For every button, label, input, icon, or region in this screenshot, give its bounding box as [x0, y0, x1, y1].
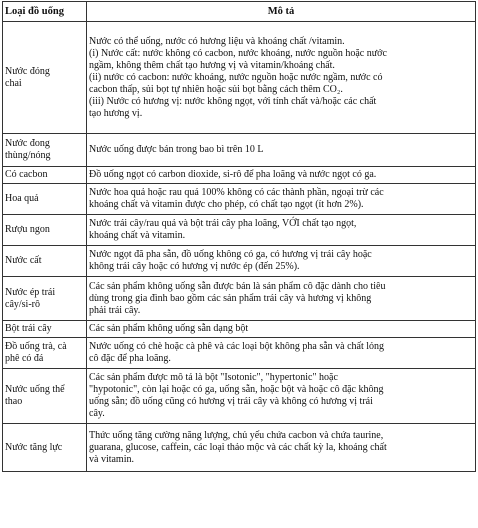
cell-line: uống sẵn; đồ uống cũng có hương vị trái cây và không có hương vị trái	[89, 396, 373, 407]
cell-line: cô đặc để pha loãng.	[89, 353, 171, 364]
beverage-description	[87, 22, 476, 134]
cell-line: (iii) Nước có hương vị: nước không ngọt, với tính chất và/hoặc các chất	[89, 95, 377, 107]
cell-line: cây.	[89, 408, 105, 419]
beverage-name	[3, 215, 87, 246]
cell-line: không trái cây hoặc có hương vị nước ép (đến 25%).	[89, 261, 300, 272]
cell-line: Đồ uống trà, cà	[5, 341, 67, 352]
cell-line: dùng trong gia đình bao gồm các sản phẩm trái cây và hương vị không	[89, 292, 372, 304]
header-description: Mô tả	[87, 2, 476, 22]
cell-line: phê có đá	[5, 353, 44, 364]
cell-line: Nước ép trái	[5, 286, 56, 298]
cell-line: Các sản phẩm không uống sẵn dạng bột	[89, 323, 249, 334]
document	[0, 1, 478, 528]
table-row	[3, 22, 476, 134]
cell-line: phải trái cây.	[89, 304, 141, 316]
table-row	[3, 369, 476, 424]
beverage-description	[87, 277, 476, 321]
cell-line: tạo hương vị.	[89, 107, 143, 119]
beverage-name	[3, 246, 87, 277]
table-row	[3, 246, 476, 277]
cell-line: Nước đóng	[5, 65, 50, 77]
table-header-row	[3, 2, 476, 22]
table-row	[3, 424, 476, 472]
cell-line: Nước trái cây/rau quả và bột trái cây pha loãng, VỚI chất tạo ngọt,	[89, 218, 357, 229]
cell-line: guarana, glucose, caffein, các loại thảo mộc và các chất kỳ la, khoáng chất	[89, 441, 387, 453]
cell-line: Nước uống thể	[5, 384, 65, 395]
cell-line: (ii) nước có cacbon: nước khoáng, nước nguồn hoặc nước ngầm, nước có	[89, 71, 383, 83]
table-row	[3, 167, 476, 184]
cell-line: Bột trái cây	[5, 323, 52, 334]
beverage-name	[3, 134, 87, 167]
beverage-description	[87, 215, 476, 246]
beverage-name	[3, 167, 87, 184]
cell-line: Nước uống có chè hoặc cà phê và các loại bột không pha sẵn và chất lỏng	[89, 341, 385, 352]
header-beverage-type: Loại đồ uống	[3, 2, 87, 22]
beverage-description	[87, 321, 476, 338]
beverage-description	[87, 246, 476, 277]
table-row	[3, 184, 476, 215]
table-row	[3, 321, 476, 338]
beverage-name	[3, 424, 87, 472]
cell-line: Rượu ngon	[5, 224, 50, 235]
table-row	[3, 215, 476, 246]
beverage-description	[87, 369, 476, 424]
cell-line: Hoa quả	[5, 193, 39, 204]
cell-line: khoáng chất và vitamin.	[89, 230, 186, 241]
table-row	[3, 338, 476, 369]
cell-line: Các sản phẩm không uống sẵn được bán là sản phẩm cô đặc dành cho tiêu	[89, 280, 386, 292]
cell-line: thao	[5, 396, 23, 407]
cell-line: "hypotonic", còn lại hoặc có ga, uống sẵn, hoặc bột và hoặc cô đặc không	[89, 384, 384, 395]
beverage-description	[87, 167, 476, 184]
beverage-name	[3, 184, 87, 215]
cell-line: Nước cất	[5, 255, 42, 266]
table-row	[3, 277, 476, 321]
beverage-name	[3, 22, 87, 134]
cell-line: Đồ uống ngọt có carbon dioxide, si-rô để pha loãng và nước ngọt có ga.	[89, 169, 377, 180]
cell-line: cây/si-rô	[5, 298, 40, 310]
beverage-name	[3, 369, 87, 424]
cell-line: Thức uống tăng cường năng lượng, chủ yếu chứa cacbon và chứa taurine,	[89, 429, 384, 441]
beverage-description	[87, 184, 476, 215]
table-row	[3, 134, 476, 167]
beverage-name	[3, 338, 87, 369]
beverage-table	[2, 1, 476, 472]
beverage-name	[3, 321, 87, 338]
beverage-description	[87, 338, 476, 369]
cell-line: chai	[5, 77, 22, 89]
cell-line: (i) Nước cất: nước không có cacbon, nước khoáng, nước nguồn hoặc nước	[89, 47, 387, 59]
cell-line: Nước ngọt đã pha sẵn, đồ uống không có ga, có hương vị trái cây hoặc	[89, 249, 372, 260]
cell-line: Nước tăng lực	[5, 441, 63, 453]
cell-line: Có cacbon	[5, 169, 48, 180]
cell-line: ngầm, không thêm chất tạo hương vị và vitamin/khoáng chất.	[89, 59, 335, 71]
beverage-name	[3, 277, 87, 321]
beverage-description	[87, 134, 476, 167]
cell-line: Các sản phẩm được mô tả là bột "Isotonic", "hypertonic" hoặc	[89, 372, 338, 383]
cell-line: và vitamin.	[89, 453, 134, 465]
cell-line: khoáng chất và vitamin được cho phép, có chất tạo ngọt (ít hơn 2%).	[89, 199, 364, 210]
cell-line: Nước đong	[5, 138, 50, 149]
cell-line: cacbon thấp, sủi bọt tự nhiên hoặc sủi bọt bằng cách thêm CO₂.	[89, 83, 343, 95]
cell-line: Nước hoa quả hoặc rau quả 100% không có các thành phần, ngoại trừ các	[89, 187, 384, 198]
cell-line: Nước uống được bán trong bao bì trên 10 L	[89, 144, 264, 155]
cell-line: thùng/nóng	[5, 150, 51, 161]
beverage-description	[87, 424, 476, 472]
cell-line: Nước có thể uống, nước có hương liệu và khoáng chất /vitamin.	[89, 35, 345, 47]
